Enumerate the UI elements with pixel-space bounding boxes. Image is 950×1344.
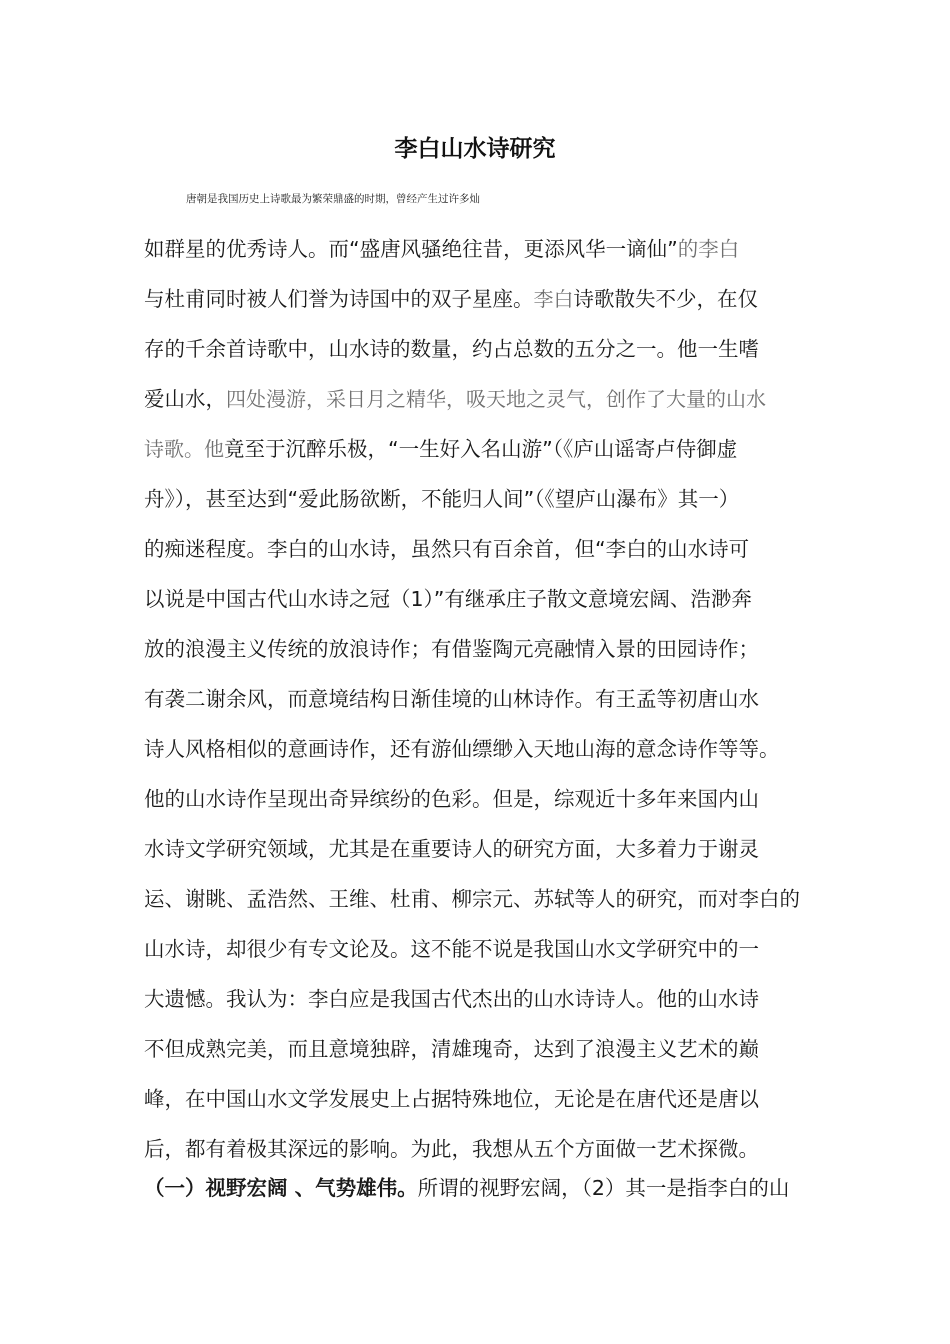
text-run: 诗歌散失不少，在仅 <box>573 287 758 311</box>
section-heading-line <box>144 1172 824 1204</box>
text-run: 以说是中国古代山水诗之冠（1）”有继承庄子散文意境宏阔、浩渺奔 <box>144 587 752 611</box>
text-run: 舟》），甚至达到“爱此肠欲断，不能归人间”（《望庐山瀑布》其一） <box>144 487 740 511</box>
paragraph-line <box>144 533 824 565</box>
text-run: 水诗文学研究领域，尤其是在重要诗人的研究方面，大多着力于谢灵 <box>144 837 759 861</box>
text-run: 竟至于沉醉乐极，“一生好入名山游”（《庐山谣寄卢侍御虚 <box>224 437 738 461</box>
paragraph-line <box>144 233 824 265</box>
paragraph-line <box>144 433 824 465</box>
text-run: 不但成熟完美，而且意境独辟，清雄瑰奇，达到了浪漫主义艺术的巅 <box>144 1037 759 1061</box>
text-run: 大遗憾。我认为：李白应是我国古代杰出的山水诗诗人。他的山水诗 <box>144 987 759 1011</box>
text-run: 他的山水诗作呈现出奇异缤纷的色彩。但是，综观近十多年来国内山 <box>144 787 759 811</box>
text-run: 山水诗，却很少有专文论及。这不能不说是我国山水文学研究中的一 <box>144 937 759 961</box>
text-run: 爱山水， <box>144 387 226 411</box>
text-run: 所谓的视野宏阔，（2）其一是指李白的山 <box>417 1176 790 1200</box>
text-run: 唐朝是我国历史上诗歌最为繁荣鼎盛的时期，曾经产生过许多灿 <box>186 193 480 205</box>
paragraph-line <box>144 633 824 665</box>
paragraph-line <box>144 1133 824 1165</box>
text-run: 有袭二谢余风，而意境结构日渐佳境的山林诗作。有王孟等初唐山水 <box>144 687 759 711</box>
paragraph-line <box>144 333 824 365</box>
paragraph-line <box>144 983 824 1015</box>
paragraph-line <box>144 1083 824 1115</box>
paragraph-line <box>144 583 824 615</box>
text-run: 诗歌。他 <box>144 437 224 461</box>
paragraph-line <box>144 833 824 865</box>
paragraph-line <box>144 783 824 815</box>
text-run: 四处漫游，采日月之精华，吸天地之灵气，创作了大量的山水 <box>226 387 766 411</box>
section-heading: （一）视野宏阔 、气势雄伟。 <box>144 1176 418 1200</box>
text-run: 李白 <box>533 287 574 311</box>
paragraph-line <box>144 683 824 715</box>
paragraph-line <box>144 933 824 965</box>
paragraph-line <box>186 183 866 215</box>
text-run: 与杜甫同时被人们誉为诗国中的双子星座。 <box>144 287 534 311</box>
paragraph-line <box>144 733 824 765</box>
document-title: 李白山水诗研究 <box>394 136 556 162</box>
paragraph-line <box>144 283 824 315</box>
text-run: 存的千余首诗歌中，山水诗的数量，约占总数的五分之一。他一生嗜 <box>144 337 759 361</box>
text-run: 的痴迷程度。李白的山水诗，虽然只有百余首，但“李白的山水诗可 <box>144 537 750 561</box>
text-run: 诗人风格相似的意画诗作，还有游仙缥缈入天地山海的意念诗作等等。 <box>144 737 780 761</box>
text-run: 如群星的优秀诗人。而“盛唐风骚绝往昔，更添风华一谪仙” <box>144 237 678 261</box>
paragraph-line <box>144 383 824 415</box>
text-run: 峰，在中国山水文学发展史上占据特殊地位，无论是在唐代还是唐以 <box>144 1087 759 1111</box>
paragraph-line <box>144 883 824 915</box>
text-run: 放的浪漫主义传统的放浪诗作；有借鉴陶元亮融情入景的田园诗作； <box>144 637 759 661</box>
paragraph-line <box>144 483 824 515</box>
text-run: 运、谢眺、孟浩然、王维、杜甫、柳宗元、苏轼等人的研究，而对李白的 <box>144 887 800 911</box>
text-run: 的李白 <box>677 237 740 261</box>
text-run: 后，都有着极其深远的影响。为此，我想从五个方面做一艺术探微。 <box>144 1137 759 1161</box>
paragraph-line <box>144 1033 824 1065</box>
